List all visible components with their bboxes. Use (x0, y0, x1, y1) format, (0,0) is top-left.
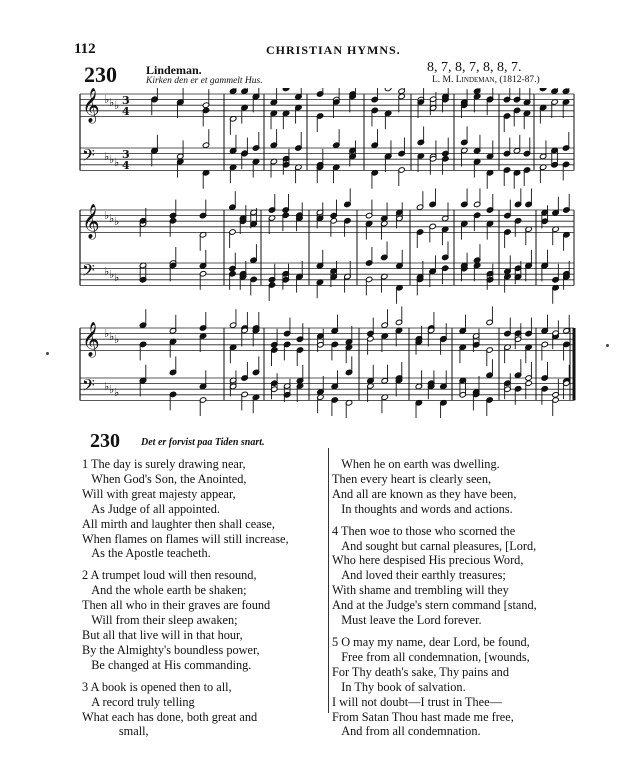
hymn-line: And from all condemnation. (332, 724, 481, 739)
tune-hymn-number: 230 (84, 62, 117, 87)
flat-sign: ♭ (104, 327, 110, 340)
hymn-line: Who here despised His precious Word, (332, 553, 524, 568)
tune-meter: 8, 7, 8, 7, 8, 8, 7. (427, 60, 522, 75)
flat-sign: ♭ (109, 212, 115, 225)
hymn-line: All mirth and laughter then shall cease, (82, 516, 275, 531)
flat-sign: ♭ (104, 380, 110, 393)
hymn-line: 1 The day is surely drawing near, (82, 457, 246, 471)
hymn-line: Will from their sleep awaken; (82, 613, 238, 628)
page-speck (606, 344, 609, 347)
column-divider (328, 448, 329, 713)
bass-clef: 𝄢 (82, 145, 95, 169)
time-signature-top: 3 (122, 94, 130, 107)
hymn-line: 2 A trumpet loud will then resound, (82, 568, 257, 583)
hymn-line: 4 Then woe to those who scorned the (332, 523, 516, 538)
stanza-gap (82, 561, 328, 568)
hymn-line: But all that live will in that hour, (82, 627, 243, 642)
page-speck (46, 352, 49, 355)
flat-sign: ♭ (109, 96, 115, 109)
flat-sign: ♭ (114, 99, 120, 112)
music-score (74, 88, 580, 418)
hymn-line: Will with great majesty appear, (82, 486, 236, 501)
hymn-line: As Judge of all appointed. (82, 501, 220, 516)
hymn-line: Be changed at His commanding. (82, 657, 252, 672)
hymn-line: small, (82, 724, 149, 739)
composer-name: Lindeman, (455, 75, 497, 85)
flat-sign: ♭ (114, 215, 120, 228)
time-signature-top: 3 (122, 148, 130, 161)
hymn-line: For Thy death's sake, Thy pains and (332, 664, 509, 679)
stanza-gap (332, 628, 580, 635)
hymn-line: Then every heart is clearly seen, (332, 471, 492, 486)
bass-clef: 𝄢 (82, 375, 95, 399)
flat-sign: ♭ (109, 268, 115, 281)
flat-sign: ♭ (109, 383, 115, 396)
hymn-text-right-column (332, 457, 580, 739)
hymn-line: When flames on flames will still increase, (82, 531, 289, 546)
treble-clef: 𝄞 (82, 322, 100, 357)
flat-sign: ♭ (114, 271, 120, 284)
hymn-line: As the Apostle teacheth. (82, 546, 211, 561)
hymn-line: 3 A book is opened then to all, (82, 679, 232, 694)
note-head (282, 88, 289, 92)
flat-sign: ♭ (109, 330, 115, 343)
hymn-subtitle: Det er forvist paa Tiden snart. (141, 437, 265, 448)
flat-sign: ♭ (104, 265, 110, 278)
flat-sign: ♭ (114, 156, 120, 169)
hymn-line: Then all who in their graves are found (82, 598, 271, 613)
page-number: 112 (74, 41, 96, 57)
hymn-line: From Satan Thou hast made me free, (332, 709, 514, 724)
hymn-line: When he on earth was dwelling. (332, 457, 500, 471)
hymn-line: With shame and trembling will they (332, 583, 509, 598)
hymn-line: And at the Judge's stern command [stand, (332, 598, 537, 613)
treble-clef: 𝄞 (82, 204, 100, 239)
flat-sign: ♭ (104, 150, 110, 163)
hymn-line: Free from all condemnation, [wounds, (332, 649, 530, 664)
time-signature-bottom: 4 (122, 105, 130, 118)
hymn-line: And sought but carnal pleasures, [Lord, (332, 538, 537, 553)
hymn-line: When God's Son, the Anointed, (82, 471, 247, 486)
flat-sign: ♭ (109, 153, 115, 166)
hymn-line: I will not doubt—I trust in Thee— (332, 694, 502, 709)
flat-sign: ♭ (104, 93, 110, 106)
book-title: CHRISTIAN HYMNS. (266, 43, 401, 57)
hymn-line: 5 O may my name, dear Lord, be found, (332, 634, 530, 649)
tune-subtitle: Kirken den er et gammelt Hus. (146, 76, 263, 86)
composer-initials: L. M. (432, 75, 454, 85)
flat-sign: ♭ (114, 386, 120, 399)
hymn-line: And loved their earthly treasures; (332, 568, 506, 583)
hymn-line: In Thy book of salvation. (332, 679, 466, 694)
hymn-line: And all are known as they have been, (332, 486, 517, 501)
time-signature-bottom: 4 (122, 159, 130, 172)
hymn-line: A record truly telling (82, 694, 195, 709)
treble-clef: 𝄞 (82, 88, 100, 123)
stanza-gap (82, 673, 328, 680)
note-head (539, 88, 546, 92)
hymn-text-left-column (82, 457, 328, 739)
hymn-line: What each has done, both great and (82, 709, 258, 724)
note-head (384, 88, 391, 92)
hymn-line: Must leave the Lord forever. (332, 613, 482, 628)
flat-sign: ♭ (114, 333, 120, 346)
hymn-line: By the Almighty's boundless power, (82, 642, 260, 657)
bass-clef: 𝄢 (82, 260, 95, 284)
hymn-number: 230 (90, 430, 120, 452)
tune-name: Lindeman. (146, 63, 202, 77)
hymn-line: In thoughts and words and actions. (332, 501, 513, 516)
hymn-line: And the whole earth be shaken; (82, 583, 247, 598)
composer-dates: (1812-87.) (499, 75, 540, 85)
composer-credit (432, 75, 540, 85)
flat-sign: ♭ (104, 209, 110, 222)
stanza-gap (332, 517, 580, 524)
